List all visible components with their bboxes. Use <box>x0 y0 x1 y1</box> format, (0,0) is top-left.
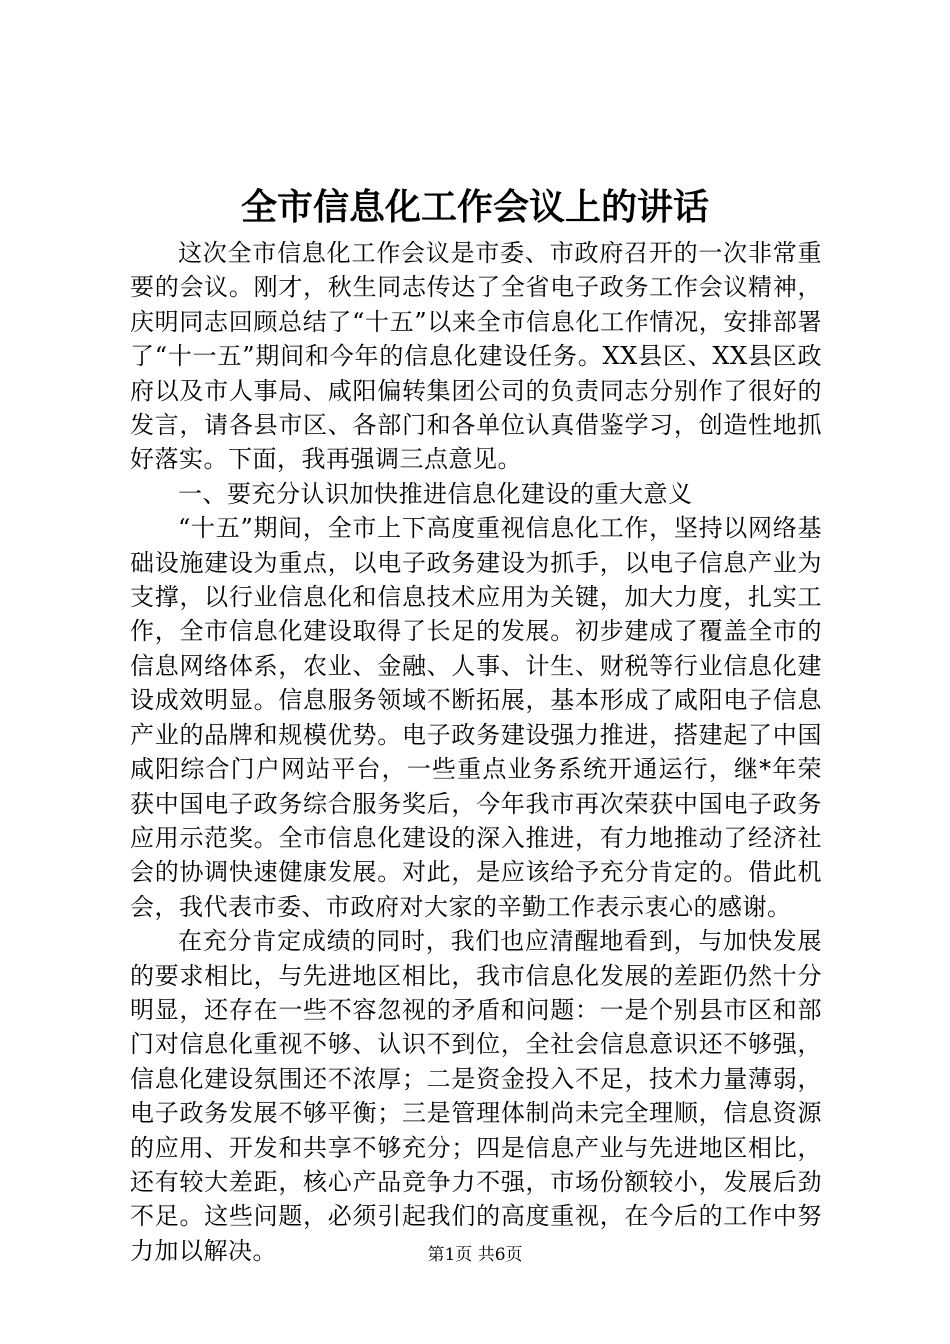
paragraph-intro: 这次全市信息化工作会议是市委、市政府召开的一次非常重要的会议。刚才，秋生同志传达了全省电子政务工作会议精神，庆明同志回顾总结了“十五”以来全市信息化工作情况，安排部署了“十一五”期间和今年的信息化建设任务。XX县区、XX县区政府以及市人事局、咸阳偏转集团公司的负责同志分别作了很好的发言，请各县市区、各部门和各单位认真借鉴学习，创造性地抓好落实。下面，我再强调三点意见。 <box>130 239 822 474</box>
page-footer: 第1页 共6页 <box>427 1245 523 1265</box>
document-body <box>130 236 822 1268</box>
page-title: 全市信息化工作会议上的讲话 <box>240 187 709 228</box>
paragraph-achievements: “十五”期间，全市上下高度重视信息化工作，坚持以网络基础设施建设为重点，以电子政务建设为抓手，以电子信息产业为支撑，以行业信息化和信息技术应用为关键，加大力度，扎实工作，全市信息化建设取得了长足的发展。初步建成了覆盖全市的信息网络体系，农业、金融、人事、计生、财税等行业信息化建设成效明显。信息服务领域不断拓展，基本形成了咸阳电子信息产业的品牌和规模优势。电子政务建设强力推进，搭建起了中国咸阳综合门户网站平台，一些重点业务系统开通运行，继*年荣获中国电子政务综合服务奖后，今年我市再次荣获中国电子政务应用示范奖。全市信息化建设的深入推进，有力地推动了经济社会的协调快速健康发展。对此，是应该给予充分肯定的。借此机会，我代表市委、市政府对大家的辛勤工作表示衷心的感谢。 <box>130 514 822 921</box>
paragraph-problems: 在充分肯定成绩的同时，我们也应清醒地看到，与加快发展的要求相比，与先进地区相比，我市信息化发展的差距仍然十分明显，还存在一些不容忽视的矛盾和问题：一是个别县市区和部门对信息化重视不够、认识不到位，全社会信息意识还不够强，信息化建设氛围还不浓厚；二是资金投入不足，技术力量薄弱，电子政务发展不够平衡；三是管理体制尚未完全理顺，信息资源的应用、开发和共享不够充分；四是信息产业与先进地区相比，还有较大差距，核心产品竞争力不强，市场份额较小，发展后劲不足。这些问题，必须引起我们的高度重视，在今后的工作中努力加以解决。 <box>130 927 822 1265</box>
section-heading-1: 一、要充分认识加快推进信息化建设的重大意义 <box>178 479 693 508</box>
